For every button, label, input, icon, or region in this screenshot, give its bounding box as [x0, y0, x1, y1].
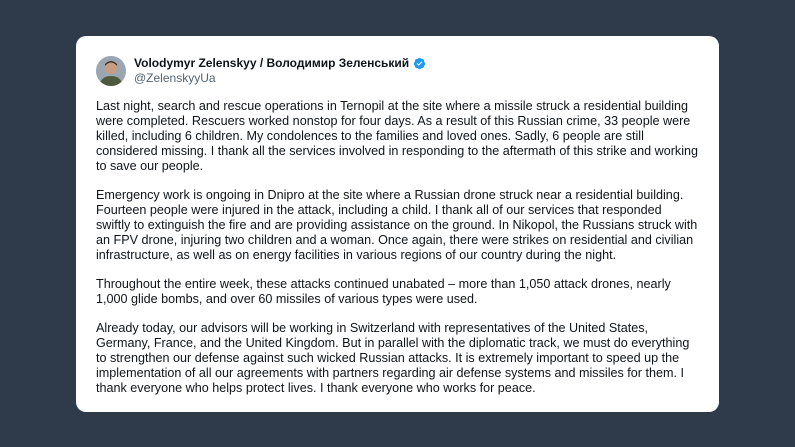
post-header [96, 53, 699, 89]
avatar[interactable] [96, 56, 126, 86]
author-handle[interactable]: @ZelenskyyUa [134, 71, 216, 85]
post-card [76, 36, 719, 412]
author-name-row [134, 56, 426, 71]
verified-badge-icon [413, 57, 426, 70]
author-name[interactable]: Volodymyr Zelenskyy / Володимир Зеленський [134, 56, 410, 70]
post-paragraph: Last night, search and rescue operations in Ternopil at the site where a missile struck a residential building were completed. Rescuers worked nonstop for four days. As a result of this Russian crime, 33 people were killed, including 6 children. My condolences to the families and loved ones. Sadly, 6 people are still considered missing. I thank all the services involved in responding to the aftermath of this strike and working to save our people. [96, 99, 699, 173]
post-paragraph: Already today, our advisors will be working in Switzerland with representatives of the United States, Germany, France, and the United Kingdom. But in parallel with the diplomatic track, we must do everything to strengthen our defense against such wicked Russian attacks. It is extremely important to speed up the implementation of all our agreements with partners regarding air defense systems and missiles for them. I thank everyone who helps protect lives. I thank everyone who works for peace. [96, 321, 690, 395]
author-block [134, 56, 426, 86]
post-body [96, 99, 699, 396]
post-paragraph: Emergency work is ongoing in Dnipro at the site where a Russian drone struck near a residential building. Fourteen people were injured in the attack, including a child. I thank all of our services that responded swiftly to extinguish the fire and are providing assistance on the ground. In Nikopol, the Russians struck with an FPV drone, injuring two children and a woman. Once again, there were strikes on residential and civilian infrastructure, as well as on energy facilities in various regions of our country during the night. [96, 188, 698, 262]
post-paragraph: Throughout the entire week, these attacks continued unabated – more than 1,050 attack drones, nearly 1,000 glide bombs, and over 60 missiles of various types were used. [96, 277, 671, 306]
